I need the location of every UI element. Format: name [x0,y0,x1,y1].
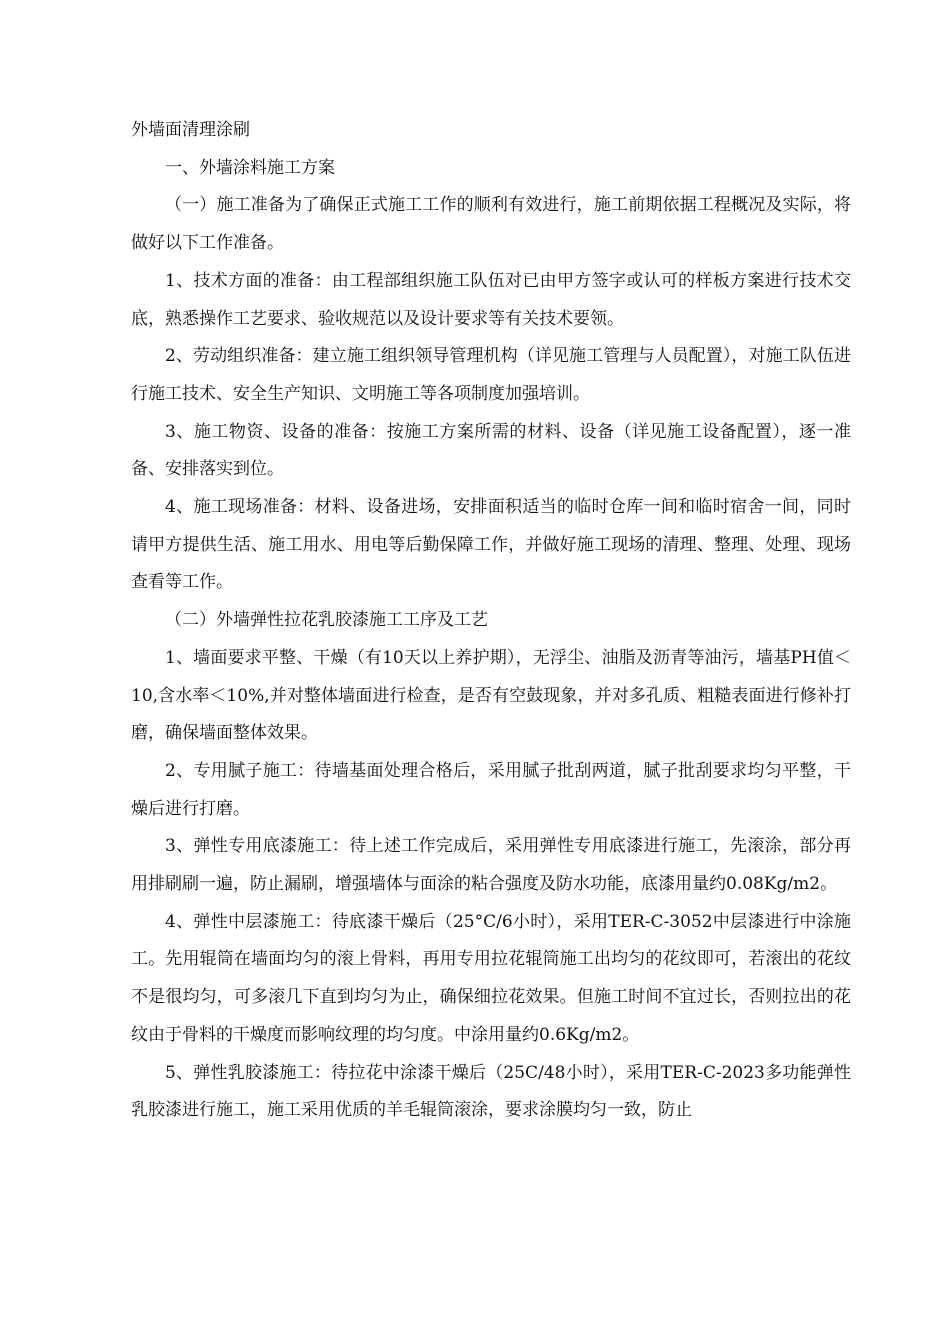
section-heading: 一、外墙涂料施工方案 [165,157,335,178]
paragraph: （一）施工准备为了确保正式施工工作的顺利有效进行，施工前期依据工程概况及实际，将做好以下工作准备。 [131,195,851,254]
paragraph: 3、施工物资、设备的准备：按施工方案所需的材料、设备（详见施工设备配置），逐一准备、安排落实到位。 [131,421,851,480]
paragraph: 5、弹性乳胶漆施工：待拉花中涂漆干燥后（25C/48小时），采用TER-C-2023多功能弹性乳胶漆进行施工，施工采用优质的羊毛辊筒滚涂，要求涂膜均匀一致，防止 [131,1062,851,1121]
paragraph: 1、墙面要求平整、干燥（有10天以上养护期），无浮尘、油脂及沥青等油污，墙基PH值＜10,含水率＜10%,并对整体墙面进行检查，是否有空鼓现象，并对多孔质、粗糙表面进行修补打磨，确保墙面整体效果。 [131,647,851,744]
document-title: 外墙面清理涂刷 [131,120,250,140]
document-body [131,112,851,1130]
paragraph: 2、专用腻子施工：待墙基面处理合格后，采用腻子批刮两道，腻子批刮要求均匀平整，干燥后进行打磨。 [131,760,851,819]
paragraph: 3、弹性专用底漆施工：待上述工作完成后，采用弹性专用底漆进行施工，先滚涂，部分再用排刷刷一遍，防止漏刷，增强墙体与面涂的粘合强度及防水功能，底漆用量约0.08Kg/m2。 [131,836,851,895]
paragraph: 4、施工现场准备：材料、设备进场，安排面积适当的临时仓库一间和临时宿舍一间，同时请甲方提供生活、施工用水、用电等后勤保障工作，并做好施工现场的清理、整理、处理、现场查看等工作。 [131,497,851,593]
paragraph: 4、弹性中层漆施工：待底漆干燥后（25°C/6小时），采用TER-C-3052中层漆进行中涂施工。先用辊筒在墙面均匀的滚上骨料，再用专用拉花辊筒施工出均匀的花纹即可，若滚出的花纹不是很均匀，可多滚几下直到均匀为止，确保细拉花效果。但施工时间不宜过长，否则拉出的花纹由于骨料的干燥度而影响纹理的均匀度。中涂用量约0.6Kg/m2。 [131,911,851,1045]
section-heading: （二）外墙弹性拉花乳胶漆施工工序及工艺 [165,610,488,631]
paragraph: 2、劳动组织准备：建立施工组织领导管理机构（详见施工管理与人员配置），对施工队伍进行施工技术、安全生产知识、文明施工等各项制度加强培训。 [131,346,851,404]
paragraph: 1、技术方面的准备：由工程部组织施工队伍对已由甲方签字或认可的样板方案进行技术交底，熟悉操作工艺要求、验收规范以及设计要求等有关技术要领。 [131,270,851,329]
